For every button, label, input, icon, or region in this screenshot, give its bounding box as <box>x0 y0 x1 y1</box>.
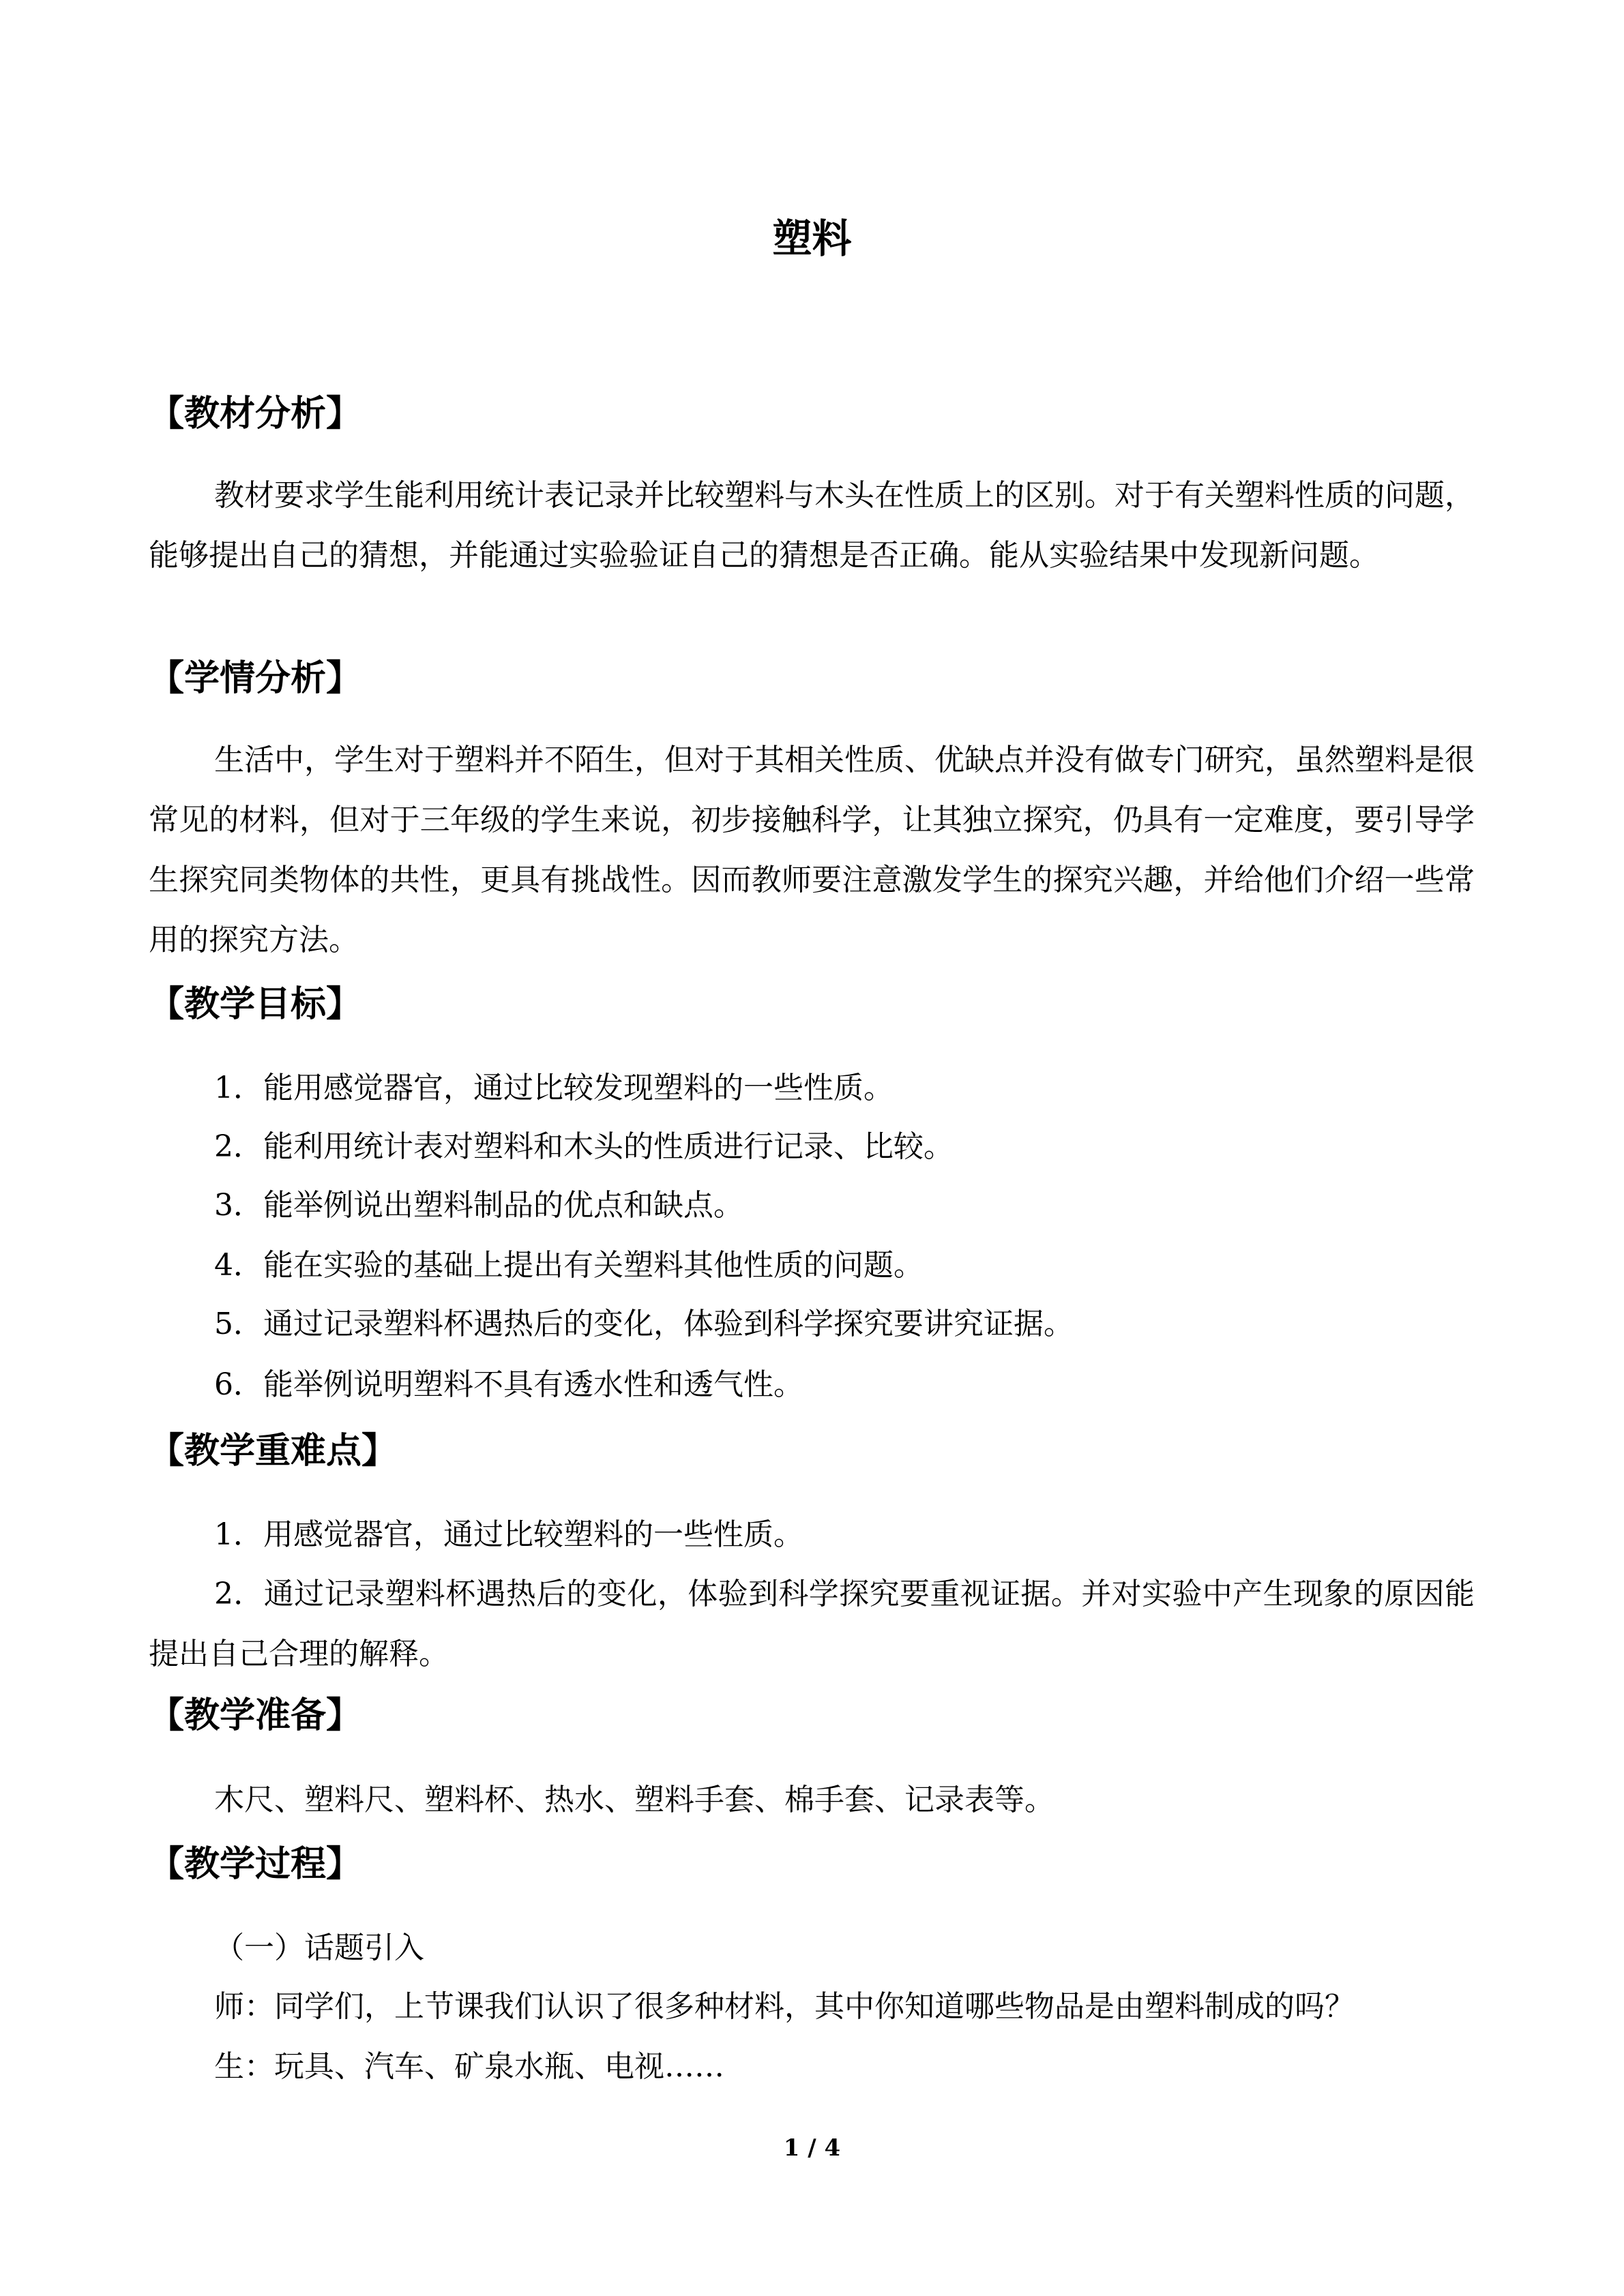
objective-item: 6．能举例说明塑料不具有透水性和透气性。 <box>214 1367 803 1402</box>
heading-student-analysis: 【学情分析】 <box>149 657 362 699</box>
key-point-item: 1．用感觉器官，通过比较塑料的一些性质。 <box>214 1517 803 1552</box>
objective-item: 1．能用感觉器官，通过比较发现塑料的一些性质。 <box>214 1071 894 1105</box>
paragraph-student-analysis: 生活中，学生对于塑料并不陌生，但对于其相关性质、优缺点并没有做专门研究，虽然塑料是很常见的材料，但对于三年级的学生来说，初步接触科学，让其独立探究，仍具有一定难度，要引导学生探究同类物体的共性，更具有挑战性。因而教师要注意激发学生的探究兴趣，并给他们介绍一些常用的探究方法。 <box>149 743 1475 957</box>
heading-preparation: 【教学准备】 <box>149 1695 362 1736</box>
preparation-text: 木尺、塑料尺、塑料杯、热水、塑料手套、棉手套、记录表等。 <box>214 1783 1054 1817</box>
student-line: 生：玩具、汽车、矿泉水瓶、电视…… <box>214 2049 724 2084</box>
page-number: 1 / 4 <box>783 2134 841 2162</box>
objective-item: 2．能利用统计表对塑料和木头的性质进行记录、比较。 <box>214 1129 954 1164</box>
teacher-line: 师：同学们，上节课我们认识了很多种材料，其中你知道哪些物品是由塑料制成的吗？ <box>214 1989 1355 2024</box>
process-subheading: （一）话题引入 <box>214 1930 424 1965</box>
objective-item: 4．能在实验的基础上提出有关塑料其他性质的问题。 <box>214 1248 924 1283</box>
heading-key-points: 【教学重难点】 <box>149 1430 398 1472</box>
objective-item: 5．通过记录塑料杯遇热后的变化，体验到科学探究要讲究证据。 <box>214 1307 1074 1341</box>
paragraph-material-analysis: 教材要求学生能利用统计表记录并比较塑料与木头在性质上的区别。对于有关塑料性质的问题，能够提出自己的猜想，并能通过实验验证自己的猜想是否正确。能从实验结果中发现新问题。 <box>149 478 1475 573</box>
document-title: 塑料 <box>772 215 852 262</box>
heading-material-analysis: 【教材分析】 <box>149 393 362 434</box>
heading-objectives: 【教学目标】 <box>149 983 362 1025</box>
heading-process: 【教学过程】 <box>149 1843 362 1885</box>
objective-item: 3．能举例说出塑料制品的优点和缺点。 <box>214 1188 743 1223</box>
key-point-item: 2．通过记录塑料杯遇热后的变化，体验到科学探究要重视证据。并对实验中产生现象的原因能提出自己合理的解释。 <box>149 1577 1475 1671</box>
